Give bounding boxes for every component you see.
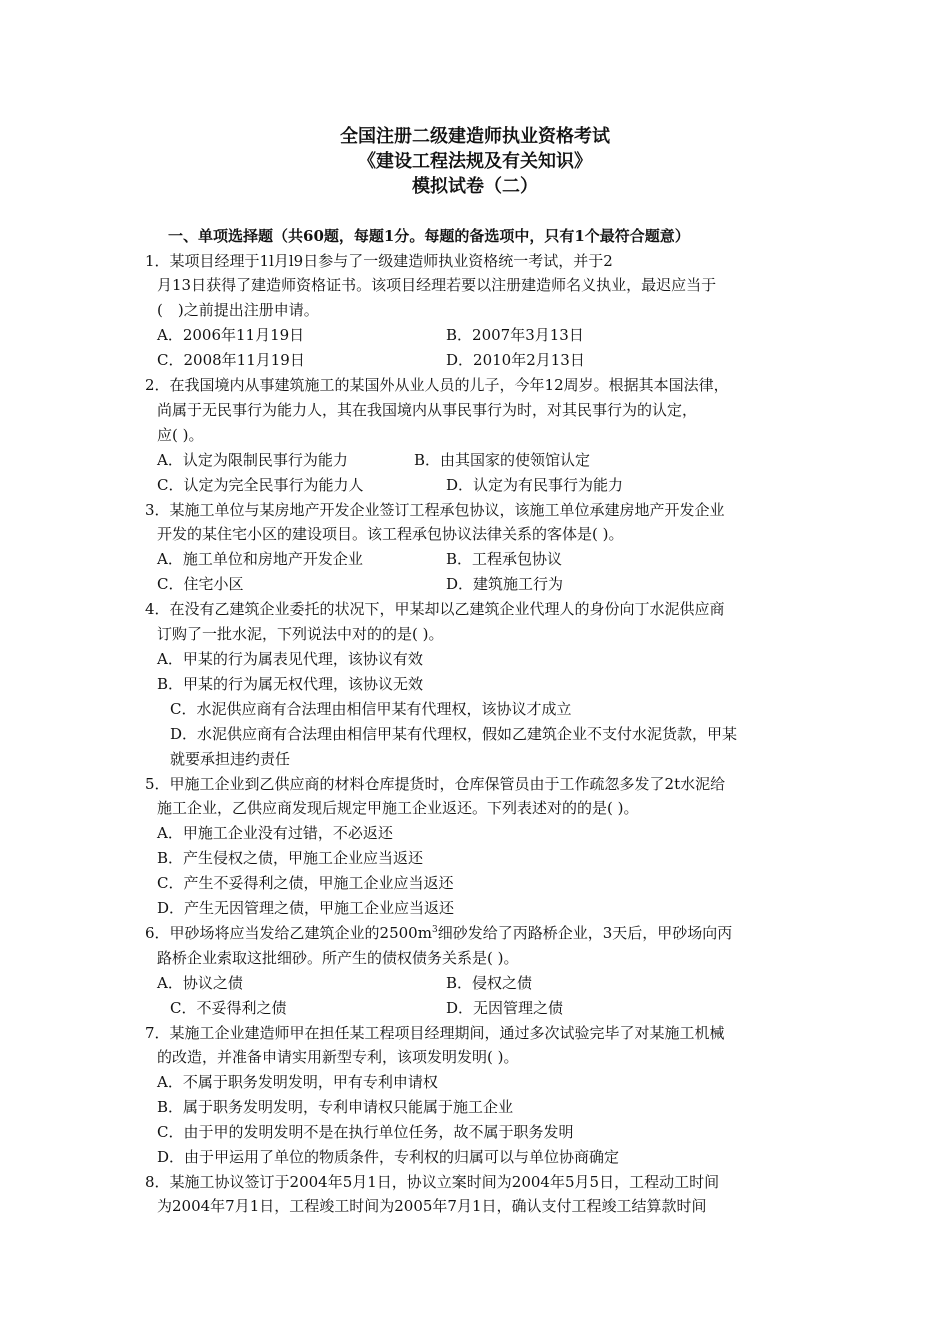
question-5-option-c: C．产生不妥得利之债，甲施工企业应当返还: [157, 874, 454, 892]
question-3-line-2: 开发的某住宅小区的建设项目。该工程承包协议法律关系的客体是( )。: [157, 525, 624, 543]
question-8-line-2: 为2004年7月1日，工程竣工时间为2005年7月1日，确认支付工程竣工结算款时间: [157, 1197, 707, 1215]
question-7-line-1: 7．某施工企业建造师甲在担任某工程项目经理期间，通过多次试验完毕了对某施工机械: [145, 1024, 725, 1042]
question-1-line-3: ( )之前提出注册申请。: [157, 301, 319, 319]
question-6-option-d: D．无因管理之债: [446, 999, 564, 1017]
question-6-option-b: B．侵权之债: [446, 974, 533, 992]
question-3-option-d: D．建筑施工行为: [446, 575, 564, 593]
question-8-line-1: 8．某施工协议签订于2004年5月1日，协议立案时间为2004年5月5日，工程动工时间: [145, 1173, 720, 1191]
question-7-option-c: C．由于甲的发明发明不是在执行单位任务，故不属于职务发明: [157, 1123, 574, 1141]
question-5-line-2: 施工企业，乙供应商发现后规定甲施工企业返还。下列表述对的的是( )。: [157, 799, 639, 817]
question-3-option-a: A．施工单位和房地产开发企业: [157, 550, 363, 568]
question-1-option-b: B．2007年3月13日: [446, 326, 584, 344]
question-4-option-b: B．甲某的行为属无权代理，该协议无效: [157, 675, 424, 693]
question-4-option-d: D．水泥供应商有合法理由相信甲某有代理权，假如乙建筑企业不支付水泥货款，甲某: [170, 725, 738, 743]
question-3-line-1: 3．某施工单位与某房地产开发企业签订工程承包协议，该施工单位承建房地产开发企业: [145, 501, 725, 519]
question-1-option-a: A．2006年11月19日: [157, 326, 305, 344]
question-3-option-b: B．工程承包协议: [446, 550, 563, 568]
question-2-option-b: B．由其国家的使领馆认定: [414, 451, 591, 469]
question-4-line-2: 订购了一批水泥，下列说法中对的的是( )。: [157, 625, 444, 643]
question-6-line-1a: 6．甲砂场将应当发给乙建筑企业的2500m: [145, 924, 432, 942]
question-1-option-c: C．2008年11月19日: [157, 351, 305, 369]
question-5-option-b: B．产生侵权之债，甲施工企业应当返还: [157, 849, 424, 867]
question-2-line-1: 2．在我国境内从事建筑施工的某国外从业人员的儿子，今年12周岁。根据其本国法律，: [145, 376, 729, 394]
document-title: [0, 124, 950, 199]
question-3-option-c: C．住宅小区: [157, 575, 244, 593]
question-7-option-b: B．属于职务发明发明，专利申请权只能属于施工企业: [157, 1098, 514, 1116]
question-5-option-d: D．产生无因管理之债，甲施工企业应当返还: [157, 899, 455, 917]
question-6-line-1: [145, 921, 732, 945]
section-heading: 一、单项选择题（共60题，每题1分。每题的备选项中，只有1个最符合题意）: [168, 227, 690, 245]
question-2-option-a: A．认定为限制民事行为能力: [157, 451, 348, 469]
question-7-line-2: 的改造，并准备申请实用新型专利，该项发明发明( )。: [157, 1048, 519, 1066]
superscript-3: 3: [431, 925, 438, 935]
question-4-option-d-cont: 就要承担违约责任: [170, 750, 291, 768]
question-2-line-3: 应( )。: [157, 426, 204, 444]
question-2-option-c: C．认定为完全民事行为能力人: [157, 476, 364, 494]
question-6-option-c: C．不妥得利之债: [170, 999, 287, 1017]
question-2-line-2: 尚属于无民事行为能力人，其在我国境内从事民事行为时，对其民事行为的认定，: [157, 401, 698, 419]
question-6-line-1b: 细砂发给了丙路桥企业，3天后，甲砂场向丙: [437, 924, 733, 942]
question-1-line-2: 月13日获得了建造师资格证书。该项目经理若要以注册建造师名义执业，最迟应当于: [157, 276, 717, 294]
question-6-line-2: 路桥企业索取这批细砂。所产生的债权债务关系是( )。: [157, 949, 519, 967]
title-line-3: 模拟试卷（二）: [412, 176, 538, 197]
question-7-option-a: A．不属于职务发明发明，甲有专利申请权: [157, 1073, 438, 1091]
question-1-option-d: D．2010年2月13日: [446, 351, 585, 369]
question-1-line-1: 1．某项目经理于1l月l9日参与了一级建造师执业资格统一考试，并于2: [145, 252, 613, 270]
question-4-option-a: A．甲某的行为属表见代理，该协议有效: [157, 650, 423, 668]
title-line-2: 《建设工程法规及有关知识》: [358, 151, 592, 172]
question-5-line-1: 5．甲施工企业到乙供应商的材料仓库提货时，仓库保管员由于工作疏忽多发了2t水泥给: [145, 775, 726, 793]
question-4-line-1: 4．在没有乙建筑企业委托的状况下，甲某却以乙建筑企业代理人的身份向丁水泥供应商: [145, 600, 725, 618]
question-4-option-c: C．水泥供应商有合法理由相信甲某有代理权，该协议才成立: [170, 700, 572, 718]
question-2-option-d: D．认定为有民事行为能力: [446, 476, 624, 494]
title-line-1: 全国注册二级建造师执业资格考试: [340, 126, 610, 147]
question-5-option-a: A．甲施工企业没有过错，不必返还: [157, 824, 393, 842]
question-6-option-a: A．协议之债: [157, 974, 243, 992]
question-7-option-d: D．由于甲运用了单位的物质条件，专利权的归属可以与单位协商确定: [157, 1148, 620, 1166]
